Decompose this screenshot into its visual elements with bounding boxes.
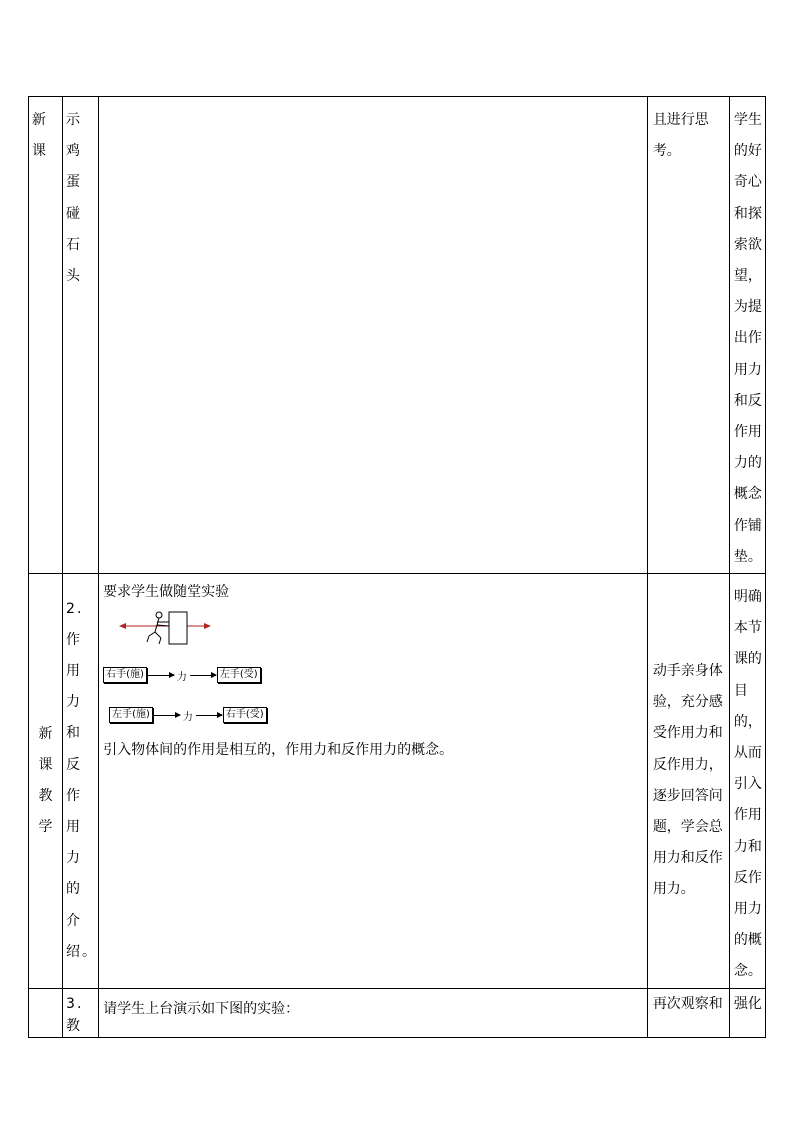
flow-box: 右手(受) xyxy=(223,707,267,723)
student-activity-cell xyxy=(647,97,729,574)
topic-cell xyxy=(63,988,99,1037)
instruction-text: 要求学生做随堂实验 xyxy=(103,584,230,601)
section-cell xyxy=(29,97,63,574)
force-flow-2 xyxy=(109,704,643,726)
purpose-cell xyxy=(729,574,765,989)
purpose-text: 学生的好奇心和探索欲望，为提出作用力和反作用力的概念作铺垫。 xyxy=(733,112,762,565)
flow-box: 右手(施) xyxy=(103,667,147,683)
arrow-right-icon xyxy=(196,715,222,716)
purpose-text: 明确本节课的目的，从而引入作用力和反作用力的概念。 xyxy=(733,589,762,980)
table-row xyxy=(29,988,766,1037)
topic-cell xyxy=(63,574,99,989)
topic-cell xyxy=(63,97,99,574)
force-label: 力 xyxy=(182,711,193,723)
teacher-activity-cell xyxy=(99,988,648,1037)
purpose-cell xyxy=(729,97,765,574)
purpose-cell xyxy=(729,988,765,1037)
table-row xyxy=(29,574,766,989)
flow-box: 左手(受) xyxy=(217,667,261,683)
concept-text: 引入物体间的作用是相互的，作用力和反作用力的概念。 xyxy=(103,742,454,759)
section-label: 新课 xyxy=(32,112,48,160)
student-activity-text: 再次观察和 xyxy=(652,995,723,1012)
student-activity-text: 动手亲身体验，充分感受作用力和反作用力，逐步回答问题，学会总用力和反作用力。 xyxy=(652,663,723,898)
teacher-activity-cell xyxy=(99,97,648,574)
purpose-text: 强化 xyxy=(733,995,762,1012)
topic-label: 3. 教 xyxy=(66,995,84,1034)
instruction-text: 请学生上台演示如下图的实验： xyxy=(103,1000,300,1017)
topic-label: 2. 作用 力 和 反 作 用 力 的 介绍。 xyxy=(66,600,99,960)
force-label: 力 xyxy=(176,671,187,683)
section-label: 新 课 教 学 xyxy=(38,725,53,835)
student-activity-text: 且进行思考。 xyxy=(652,112,709,160)
arrow-right-icon xyxy=(190,675,216,676)
arrow-right-icon xyxy=(154,715,180,716)
section-cell xyxy=(29,988,63,1037)
teacher-activity-cell xyxy=(99,574,648,989)
student-activity-cell xyxy=(647,574,729,989)
section-cell xyxy=(29,574,63,989)
topic-label: 示 鸡 蛋 碰 石头 xyxy=(66,112,83,285)
arrow-right-icon xyxy=(148,675,174,676)
student-activity-cell xyxy=(647,988,729,1037)
flow-box: 左手(施) xyxy=(109,707,153,723)
lesson-plan-table xyxy=(28,96,766,1038)
force-flow-1 xyxy=(103,664,643,686)
push-wall-figure xyxy=(117,610,213,650)
table-row xyxy=(29,97,766,574)
